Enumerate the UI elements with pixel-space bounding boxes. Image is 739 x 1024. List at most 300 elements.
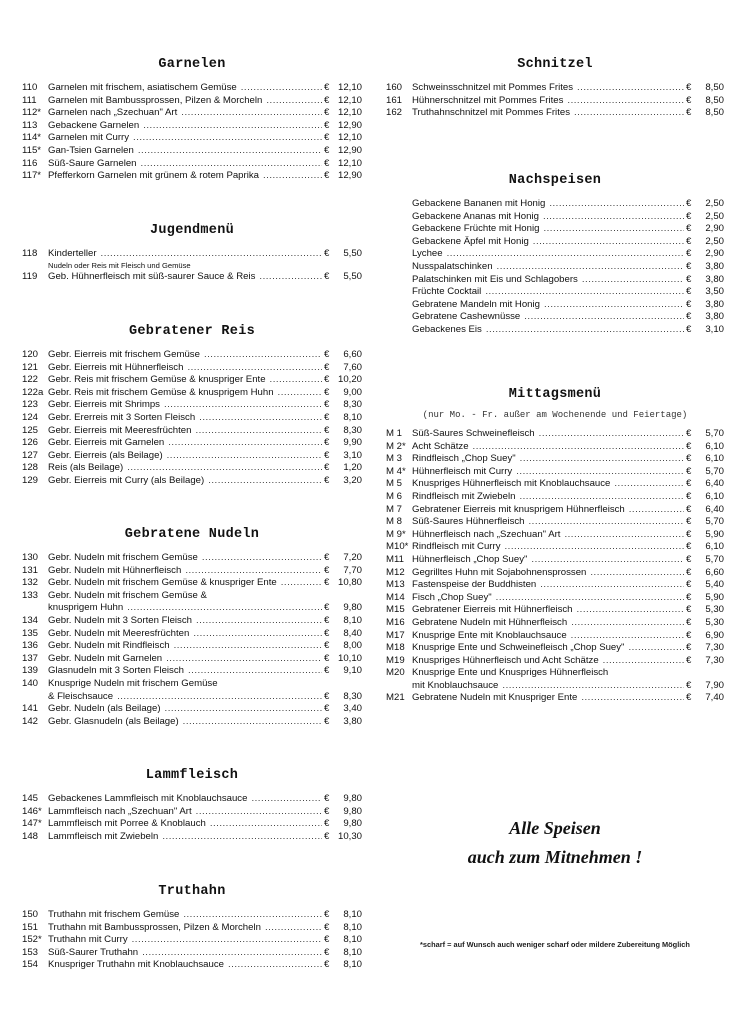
menu-item — [386, 299, 724, 312]
item-name: Knusprige Ente und Knuspriges Hühnerfleisch — [412, 667, 609, 679]
dot-leader — [183, 716, 322, 729]
dot-leader — [143, 120, 322, 133]
dot-leader — [473, 441, 684, 454]
item-name: Glasnudeln mit 3 Sorten Fleisch — [48, 665, 184, 677]
dot-leader — [265, 922, 322, 935]
item-price: 3,80 — [705, 311, 724, 323]
item-name: Knuspriger Truthahn mit Knoblauchsauce — [48, 959, 224, 971]
menu-item — [386, 579, 724, 592]
menu-item — [22, 909, 362, 922]
currency-symbol: € — [686, 528, 692, 540]
item-price: 8,50 — [705, 107, 724, 119]
menu-item — [386, 541, 724, 554]
section-note: (nur Mo. - Fr. außer am Wochenende und Feiertage) — [422, 410, 688, 420]
item-name: Süß-Saures Hühnerfleisch — [412, 516, 525, 528]
menu-item — [386, 95, 724, 108]
indent — [386, 198, 412, 211]
currency-symbol: € — [686, 692, 692, 704]
item-name: Garnelen nach „Szechuan" Art — [48, 107, 178, 119]
dot-leader — [531, 554, 684, 567]
menu-item — [22, 399, 362, 412]
item-price: 5,70 — [705, 553, 724, 565]
currency-symbol: € — [324, 552, 330, 563]
menu-section-lammfleisch — [22, 768, 362, 843]
item-number: M20 — [386, 667, 405, 679]
menu-item — [22, 462, 362, 475]
item-number: M11 — [386, 553, 404, 565]
currency-symbol: € — [686, 248, 692, 260]
item-price: 3,10 — [343, 449, 362, 461]
item-number: M 1 — [386, 428, 402, 439]
item-name: Kinderteller — [48, 248, 97, 259]
currency-symbol: € — [324, 602, 330, 614]
menu-item — [386, 478, 724, 491]
item-name: Reis (als Beilage) — [48, 462, 124, 474]
dot-leader — [167, 450, 322, 463]
item-price: 12,10 — [337, 82, 362, 93]
currency-symbol: € — [324, 462, 330, 474]
item-price: 8,40 — [343, 627, 362, 639]
dot-leader — [141, 158, 322, 171]
item-price: 8,10 — [343, 411, 362, 423]
menu-item — [22, 450, 362, 463]
item-price: 5,70 — [705, 428, 724, 439]
menu-item — [22, 82, 362, 95]
item-name: Rindfleisch „Chop Suey" — [412, 453, 516, 465]
dot-leader — [603, 655, 684, 668]
currency-symbol: € — [324, 564, 330, 576]
menu-item — [386, 680, 724, 693]
item-name: Garnelen mit Curry — [48, 132, 130, 144]
item-price: 5,50 — [343, 270, 362, 282]
item-name: Gebratener Eierreis mit Hühnerfleisch — [412, 604, 573, 616]
currency-symbol: € — [324, 170, 330, 182]
dot-leader — [270, 374, 322, 387]
dot-leader — [196, 806, 322, 819]
item-number: M14 — [386, 591, 405, 603]
menu-item — [386, 82, 724, 95]
item-name: Knusprige Ente mit Knoblauchsauce — [412, 629, 567, 641]
dot-leader — [174, 640, 322, 653]
item-price: 6,10 — [705, 453, 724, 465]
menu-item — [22, 615, 362, 628]
dot-leader — [543, 223, 684, 236]
dot-leader — [187, 362, 322, 375]
menu-item — [386, 630, 724, 643]
item-name: Schweinsschnitzel mit Pommes Frites — [412, 82, 574, 93]
currency-symbol: € — [324, 107, 330, 119]
dot-leader — [210, 818, 322, 831]
dot-leader — [166, 653, 322, 666]
menu-item — [22, 922, 362, 935]
item-number: 152* — [22, 934, 42, 946]
item-price: 3,80 — [705, 273, 724, 285]
item-name: Gebr. Glasnudeln (als Beilage) — [48, 715, 179, 727]
item-number: 146* — [22, 805, 42, 817]
item-number: 139 — [22, 665, 39, 677]
menu-item — [386, 592, 724, 605]
menu-item — [22, 628, 362, 641]
menu-section-truthahn — [22, 884, 362, 972]
indent — [386, 286, 412, 299]
currency-symbol: € — [324, 793, 330, 804]
item-number: 124 — [22, 411, 39, 423]
item-name: Truthahn mit Bambussprossen, Pilzen & Morcheln — [48, 921, 261, 933]
item-name: Hühnerschnitzel mit Pommes Frites — [412, 94, 564, 106]
item-price: 7,90 — [705, 679, 724, 691]
dot-leader — [614, 478, 684, 491]
menu-section-gebratene-nudeln — [22, 527, 362, 728]
item-name: Gebr. Ererreis mit 3 Sorten Fleisch — [48, 411, 196, 423]
item-name: Acht Schätze — [412, 440, 469, 452]
dot-leader — [138, 145, 322, 158]
item-number: 120 — [22, 349, 39, 360]
menu-item — [22, 425, 362, 438]
item-name: Gebr. Nudeln mit Hühnerfleisch — [48, 564, 182, 576]
item-price: 6,40 — [705, 503, 724, 515]
item-number: 136 — [22, 640, 39, 652]
item-price: 8,50 — [705, 82, 724, 93]
indent — [386, 261, 412, 274]
menu-item — [22, 640, 362, 653]
currency-symbol: € — [686, 541, 692, 553]
dot-leader — [540, 579, 684, 592]
dot-leader — [497, 261, 684, 274]
currency-symbol: € — [324, 946, 330, 958]
item-name: Gebratene Nudeln mit Hühnerfleisch — [412, 616, 568, 628]
currency-symbol: € — [324, 715, 330, 727]
item-name: Gebr. Reis mit frischem Gemüse & knuspriger Ente — [48, 374, 266, 386]
item-number: M 9* — [386, 528, 406, 540]
dot-leader — [168, 437, 322, 450]
menu-item-line — [22, 590, 362, 603]
menu-item — [386, 642, 724, 655]
dot-leader — [543, 211, 684, 224]
indent — [22, 691, 48, 704]
dot-leader — [628, 642, 684, 655]
indent — [386, 680, 412, 693]
item-number: M 6 — [386, 490, 402, 502]
currency-symbol: € — [324, 627, 330, 639]
dot-leader — [574, 107, 684, 120]
item-number: M 4* — [386, 465, 406, 477]
menu-item — [386, 324, 724, 337]
menu-section-jugendmenue — [22, 223, 362, 283]
currency-symbol: € — [686, 235, 692, 247]
currency-symbol: € — [686, 591, 692, 603]
item-number: M19 — [386, 654, 405, 666]
item-name: Garnelen mit frischem, asiatischem Gemüse — [48, 82, 237, 93]
item-name: Hühnerfleisch „Chop Suey" — [412, 553, 528, 565]
currency-symbol: € — [686, 679, 692, 691]
item-number: M16 — [386, 616, 405, 628]
item-number: M10* — [386, 541, 409, 553]
menu-section-mittagsmenue — [386, 387, 724, 705]
menu-item — [386, 554, 724, 567]
menu-item — [386, 236, 724, 249]
dot-leader — [263, 170, 322, 183]
menu-item — [386, 107, 724, 120]
item-price: 12,10 — [337, 157, 362, 169]
menu-item — [386, 211, 724, 224]
menu-item — [386, 504, 724, 517]
currency-symbol: € — [686, 654, 692, 666]
item-name: Knusprige Nudeln mit frischem Gemüse — [48, 677, 218, 689]
currency-symbol: € — [686, 642, 692, 654]
dot-leader — [165, 703, 322, 716]
currency-symbol: € — [686, 298, 692, 310]
item-price: 9,80 — [343, 805, 362, 817]
item-price: 2,90 — [705, 248, 724, 260]
item-name: Nusspalatschinken — [412, 260, 493, 272]
item-name: Gebr. Eierreis (als Beilage) — [48, 449, 163, 461]
section-title: Gebratener Reis — [128, 324, 256, 339]
currency-symbol: € — [686, 311, 692, 323]
item-number: 118 — [22, 248, 38, 259]
dot-leader — [516, 466, 684, 479]
item-price: 12,90 — [337, 119, 362, 131]
item-name: Gebr. Eierreis mit Shrimps — [48, 399, 160, 411]
item-name: Gan-Tsien Garnelen — [48, 144, 134, 156]
currency-symbol: € — [686, 82, 692, 93]
item-name: Gebr. Eierreis mit Meeresfrüchten — [48, 424, 192, 436]
item-number: M13 — [386, 579, 405, 591]
dot-leader — [486, 324, 684, 337]
menu-item — [22, 653, 362, 666]
currency-symbol: € — [686, 94, 692, 106]
dot-leader — [505, 541, 685, 554]
item-name-continued: mit Knoblauchsauce — [412, 679, 499, 691]
dot-leader — [485, 286, 684, 299]
section-title: Jugendmenü — [149, 223, 234, 238]
item-name: Gebr. Eierreis mit Hühnerfleisch — [48, 361, 184, 373]
currency-symbol: € — [324, 577, 330, 589]
indent — [22, 602, 48, 615]
item-price: 8,10 — [343, 921, 362, 933]
indent — [386, 236, 412, 249]
item-name-continued: knusprigem Huhn — [48, 602, 124, 614]
currency-symbol: € — [686, 428, 692, 439]
item-number: 126 — [22, 437, 39, 449]
dot-leader — [577, 604, 685, 617]
item-name: Gebackene Bananen mit Honig — [412, 198, 546, 209]
menu-item — [386, 261, 724, 274]
dot-leader — [581, 692, 684, 705]
item-name: Gebackene Garnelen — [48, 119, 140, 131]
menu-item — [386, 655, 724, 668]
item-number: 151 — [22, 921, 39, 933]
item-name: Garnelen mit Bambussprossen, Pilzen & Morcheln — [48, 94, 263, 106]
item-price: 6,10 — [705, 490, 724, 502]
menu-item — [22, 412, 362, 425]
item-price: 3,10 — [705, 323, 724, 335]
item-name: Truthahn mit frischem Gemüse — [48, 909, 180, 920]
item-number: 141 — [22, 703, 39, 715]
dot-leader — [202, 552, 322, 565]
item-name: Gebr. Nudeln (als Beilage) — [48, 703, 161, 715]
item-price: 6,60 — [705, 566, 724, 578]
item-number: 132 — [22, 577, 39, 589]
currency-symbol: € — [324, 399, 330, 411]
dot-leader — [571, 630, 684, 643]
item-number: M17 — [386, 629, 405, 641]
dot-leader — [281, 577, 322, 590]
item-price: 9,90 — [343, 437, 362, 449]
item-name: Süß-Saures Schweinefleisch — [412, 428, 535, 439]
dot-leader — [127, 602, 322, 615]
dot-leader — [590, 567, 684, 580]
currency-symbol: € — [324, 652, 330, 664]
item-price: 10,80 — [337, 577, 362, 589]
currency-symbol: € — [324, 805, 330, 817]
item-price: 12,10 — [337, 107, 362, 119]
item-name: Gebratene Mandeln mit Honig — [412, 298, 540, 310]
menu-item — [22, 602, 362, 615]
menu-item — [386, 466, 724, 479]
dot-leader — [266, 95, 322, 108]
menu-item — [22, 934, 362, 947]
item-price: 12,90 — [337, 144, 362, 156]
menu-item — [22, 818, 362, 831]
currency-symbol: € — [324, 703, 330, 715]
dot-leader — [629, 504, 684, 517]
item-number: 130 — [22, 552, 39, 563]
item-name-continued: & Fleischsauce — [48, 690, 114, 702]
menu-item — [22, 107, 362, 120]
item-number: 160 — [386, 82, 403, 93]
currency-symbol: € — [324, 157, 330, 169]
item-number: 161 — [386, 94, 403, 106]
item-name: Süß-Saure Garnelen — [48, 157, 137, 169]
menu-item — [386, 428, 724, 441]
section-title: Mittagsmenü — [508, 387, 602, 402]
currency-symbol: € — [686, 260, 692, 272]
dot-leader — [524, 311, 684, 324]
dot-leader — [193, 628, 322, 641]
dot-leader — [195, 425, 322, 438]
menu-item — [386, 248, 724, 261]
item-price: 10,20 — [337, 374, 362, 386]
menu-item — [22, 552, 362, 565]
item-price: 9,80 — [343, 793, 362, 804]
currency-symbol: € — [686, 490, 692, 502]
menu-item — [386, 529, 724, 542]
item-name: Gebr. Nudeln mit Meeresfrüchten — [48, 627, 190, 639]
currency-symbol: € — [324, 248, 330, 259]
currency-symbol: € — [324, 449, 330, 461]
item-price: 3,50 — [705, 286, 724, 298]
item-name: Lammfleisch mit Porree & Knoblauch — [48, 818, 206, 830]
menu-item — [22, 374, 362, 387]
item-price: 8,10 — [343, 614, 362, 626]
item-price: 8,50 — [705, 94, 724, 106]
item-number: 147* — [22, 818, 42, 830]
item-price: 8,00 — [343, 640, 362, 652]
item-number: 113 — [22, 119, 38, 131]
currency-symbol: € — [686, 616, 692, 628]
currency-symbol: € — [324, 474, 330, 486]
item-name: Gebr. Nudeln mit frischem Gemüse & knuspriger Ente — [48, 577, 277, 589]
dot-leader — [188, 665, 322, 678]
currency-symbol: € — [324, 82, 330, 93]
currency-symbol: € — [324, 909, 330, 920]
dot-leader — [502, 680, 684, 693]
dot-leader — [577, 82, 684, 95]
dot-leader — [117, 691, 322, 704]
item-name: Truthahnschnitzel mit Pommes Frites — [412, 107, 570, 119]
menu-item — [22, 947, 362, 960]
item-number: 111 — [22, 94, 37, 106]
spicy-footnote: *scharf = auf Wunsch auch weniger scharf oder mildere Zubereitung Möglich — [420, 940, 690, 949]
dot-leader — [241, 82, 322, 95]
currency-symbol: € — [324, 132, 330, 144]
item-name: Knusprige Ente und Schweinefleisch „Chop Suey" — [412, 642, 625, 654]
item-name: Knuspriges Hühnerfleisch und Acht Schätze — [412, 654, 599, 666]
menu-item — [386, 198, 724, 211]
dot-leader — [127, 462, 322, 475]
menu-item — [22, 362, 362, 375]
item-name: Gebr. Nudeln mit 3 Sorten Fleisch — [48, 614, 192, 626]
item-price: 8,30 — [343, 399, 362, 411]
indent — [386, 248, 412, 261]
dot-leader — [519, 491, 684, 504]
item-number: 142 — [22, 715, 39, 727]
item-price: 10,10 — [337, 652, 362, 664]
menu-item — [22, 387, 362, 400]
dot-leader — [101, 248, 322, 261]
dot-leader — [544, 299, 684, 312]
item-name: Süß-Saurer Truthahn — [48, 946, 139, 958]
menu-section-garnelen — [22, 57, 362, 183]
item-price: 6,10 — [705, 440, 724, 452]
indent — [386, 223, 412, 236]
dot-leader — [564, 529, 684, 542]
currency-symbol: € — [686, 323, 692, 335]
item-name: Truthahn mit Curry — [48, 934, 128, 946]
item-name: Rindfleisch mit Zwiebeln — [412, 490, 516, 502]
item-price: 7,30 — [705, 654, 724, 666]
currency-symbol: € — [324, 119, 330, 131]
dot-leader — [133, 132, 322, 145]
currency-symbol: € — [686, 210, 692, 222]
currency-symbol: € — [324, 690, 330, 702]
item-name: Gebr. Reis mit frischem Gemüse & knusprigem Huhn — [48, 386, 274, 398]
item-number: 116 — [22, 157, 38, 169]
section-title: Lammfleisch — [145, 768, 239, 783]
currency-symbol: € — [686, 440, 692, 452]
item-number: 114* — [22, 132, 42, 144]
menu-item — [386, 617, 724, 630]
item-price: 2,50 — [705, 235, 724, 247]
currency-symbol: € — [324, 94, 330, 106]
menu-item-line — [386, 667, 724, 680]
item-number: 129 — [22, 474, 39, 486]
currency-symbol: € — [324, 374, 330, 386]
slogan-line-1: Alle Speisen — [509, 818, 601, 838]
dot-leader — [204, 349, 322, 362]
item-price: 3,80 — [705, 260, 724, 272]
item-price: 10,30 — [337, 830, 362, 842]
item-number: 119 — [22, 270, 38, 282]
currency-symbol: € — [324, 934, 330, 946]
menu-item — [22, 703, 362, 716]
slogan-line-2: auch zum Mitnehmen ! — [467, 847, 643, 867]
currency-symbol: € — [324, 144, 330, 156]
dot-leader — [199, 412, 322, 425]
dot-leader — [228, 959, 322, 972]
section-title: Truthahn — [158, 884, 226, 899]
item-name: Fisch „Chop Suey" — [412, 591, 492, 603]
